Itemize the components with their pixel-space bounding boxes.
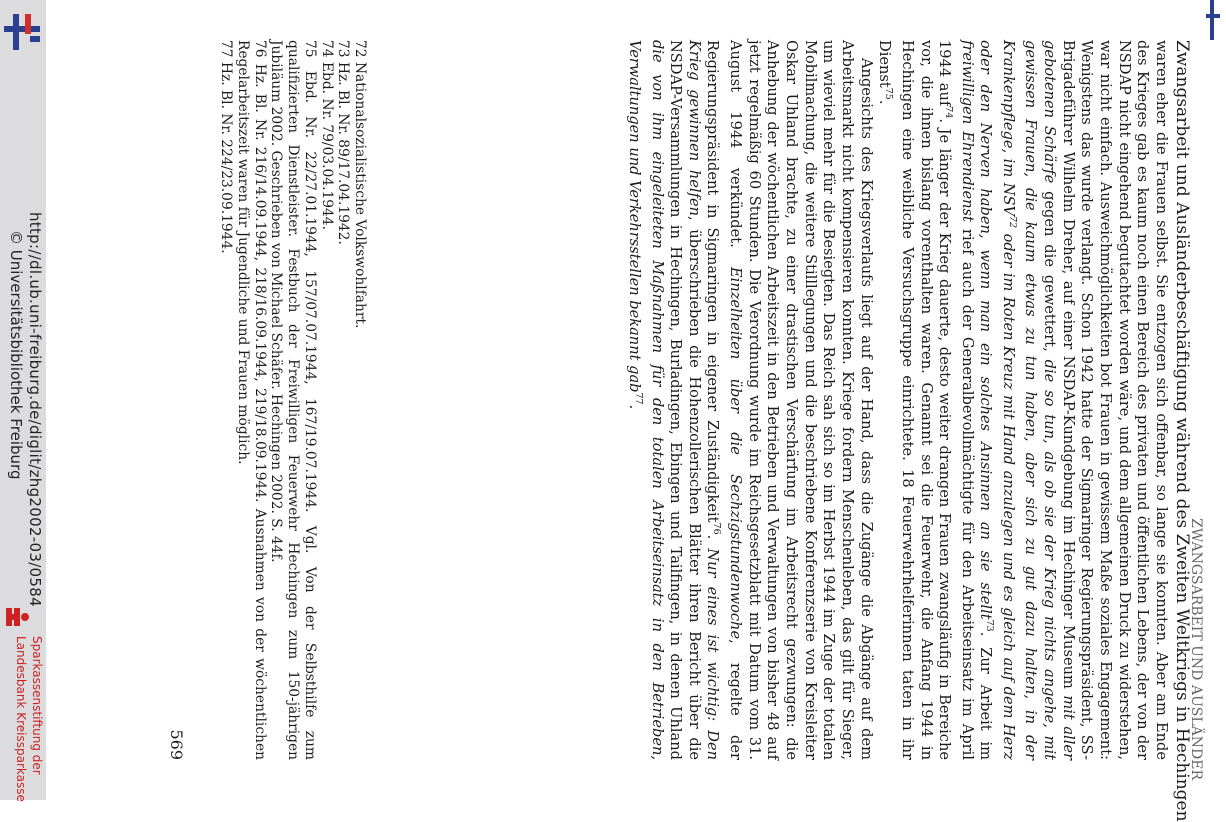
footnote-76: 76 Hz. Bl. Nr. 216/14.09.1944, 218/16.09.1944, 219/18.09.1944. Ausnahmen von der wöchentlichen Regelarbeitszeit waren für Jugendliche und Frauen möglich. xyxy=(235,40,268,760)
italic-run: Nur eines ist wichtig: Den Krieg gewinnen helfen xyxy=(685,40,722,760)
text-run: . Zur Arbeit im xyxy=(977,631,995,760)
sponsor-line-2: Landesbank Kreissparkasse xyxy=(14,636,28,802)
text-run: . xyxy=(876,99,894,105)
footnote-ref[interactable]: 73 xyxy=(984,619,996,632)
viewer-sidebar xyxy=(0,0,46,800)
running-header: Zwangsarbeit und Ausländerbeschäftigung während des Zweiten Weltkriegs in Hechingen xyxy=(1172,40,1192,822)
footnote-72: 72 Nationalsozialistische Volkswohlfahrt. xyxy=(352,40,368,329)
sponsor-line-1: Sparkassenstiftung der xyxy=(30,636,44,775)
text-run: , regelte der Regierungspräsident in Sigmaringen in eigener Zuständigkeit xyxy=(704,40,745,760)
footnote-73: 73 Hz. Bl. Nr. 89/17.04.1942. xyxy=(335,40,352,245)
text-run: gegen die gewettert, xyxy=(1041,183,1059,360)
sparkasse-s-icon xyxy=(4,604,30,630)
italic-run: oder im Roten Kreuz mit Hand anzulegen und es gleich auf dem Herz oder den Nerven haben, wenn man ein solches Ansinnen an sie stellt xyxy=(977,40,1017,760)
footnote-ref[interactable]: 76 xyxy=(711,522,723,535)
footnote-ref[interactable]: 77 xyxy=(632,392,644,405)
viewer-edge-logo-icon xyxy=(1206,0,1220,40)
rotated-page-content xyxy=(84,0,1204,822)
footnote-77: 77 Hz. Bl. Nr. 224/23.09.1944. xyxy=(218,40,235,254)
footnote-ref[interactable]: 72 xyxy=(1006,216,1018,229)
text-run: . Je länger der Krieg dauerte, desto weiter drangen Frauen zwangsläufig in Bereiche vor, die ihnen bislang vorenthalten waren. Genannt sei die Feuerwehr, die Anfang 1944 in Hechingen eine weibliche Versuchsgruppe einrichtete. 18 Feuerwehrhelferinnen taten in ihr Dienst xyxy=(876,40,954,761)
italic-run: die so tun, als ob sie der Krieg nichts angehe, mit gewissen Frauen, die kaum etwas zu tun haben, aber sich zu gut dazu halten, in der Krankenpflege, im NSV xyxy=(999,40,1059,760)
text-run: . xyxy=(704,534,722,549)
document-url[interactable]: http://dl.ub.uni-freiburg.de/diglit/zhg2002-03/0584 xyxy=(26,212,44,607)
footnotes xyxy=(218,40,368,760)
italic-run: freiwilligen Ehrendienst xyxy=(958,40,976,222)
viewer-info-strip xyxy=(0,0,46,800)
footnote-75: 75 Ebd. Nr. 22/27.01.1944, 157/07.07.1944, 167/19.07.1944. Vgl. Von der Selbsthilfe zum qualifizierten Dienstleister. Festbuch der Freiwilligen Feuerwehr Hechingen zum 150-jährigen Jubiläum 2002. Geschrieben von Michael Schäfer. Hechingen 2002. S. 44f. xyxy=(268,40,318,760)
copyright-notice: © Universitätsbibliothek Freiburg xyxy=(7,230,25,480)
italic-run: mit aller gebotenen Schärfe xyxy=(1041,40,1077,760)
text-run: waren eher die Frauen selbst. Sie entzogen sich offenbar, so lange sie konnten. Aber am Ende des Krieges gab es kaum noch einen Bereich des privaten und öffentlichen Lebens, der von der NSDAP nicht eingehend begutachtet worden wäre, und dem allgemeinen Druck zu widerstehen, war nicht einfach. Ausweichmöglichkeiten bot Frauen in gewissem Maße soziales Engagement: Wenigstens das wurde verlangt. Schon 1942 hatte der Sigmaringer Regierungspräsident, SS-Brigadeführer Wilhelm Dreher, auf einer NSDAP-Kundgebung im Hechinger Museum xyxy=(1059,40,1170,760)
scanned-page xyxy=(84,0,1204,822)
text-run: . xyxy=(626,404,644,410)
cropped-running-head: ZWANGSARBEIT UND AUSLÄNDER xyxy=(1188,518,1204,780)
text-run: , überschrieben die Hohenzollerischen Blätter ihren Bericht über die NSDAP-Versammlungen in Hechingen, Burladingen, Ebingen und Tailfingen, in denen Uhland xyxy=(667,40,703,761)
text-run: rief auch der Generalbevollmächtigte für den Arbeitseinsatz im April 1944 auf xyxy=(936,40,976,760)
footnote-ref[interactable]: 75 xyxy=(883,87,895,100)
body-text xyxy=(624,40,1170,760)
sponsor-block xyxy=(0,604,46,804)
footnote-ref[interactable]: 74 xyxy=(943,106,955,119)
text-run: Angesichts des Kriegsverlaufs liegt auf der Hand, dass die Zugänge die Abgänge auf dem Arbeitsmarkt nicht kompensieren konnten. Kriege fordern Menschenleben, das gilt für Sieger, um wieviel mehr für die Besiegten. Das Reich sah sich so im Herbst 1944 im Zuge der totalen Mobilmachung, die weitere Stilllegungen und die beschriebene Konferenzserie von Kreisleiter Oskar Uhland brachte, zu einer drastischen Verschärfung im Arbeitsrecht gezwungen: die Anhebung der wöchentlichen Arbeitszeit in den Betrieben und Verwaltungen von bisher 48 auf jetzt regelmäßig 60 Stunden. Die Verordnung wurde im Reichsgesetzblatt mit Datum vom 31. August 1944 verkündet. xyxy=(727,40,875,760)
page-number: 569 xyxy=(167,729,186,760)
italic-run: die von ihm eingeleiteten Maßnahmen für den totalen Arbeitseinsatz in den Betrieben, Verwaltungen und Verkehrsstellen bekannt gab xyxy=(626,40,666,760)
italic-run: Einzelheiten über die Sechzigstundenwoche xyxy=(727,267,745,640)
paragraph-2 xyxy=(624,40,874,760)
footnote-74: 74 Ebd. Nr. 79/03.04.1944. xyxy=(318,40,335,230)
paragraph-1 xyxy=(875,40,1170,760)
